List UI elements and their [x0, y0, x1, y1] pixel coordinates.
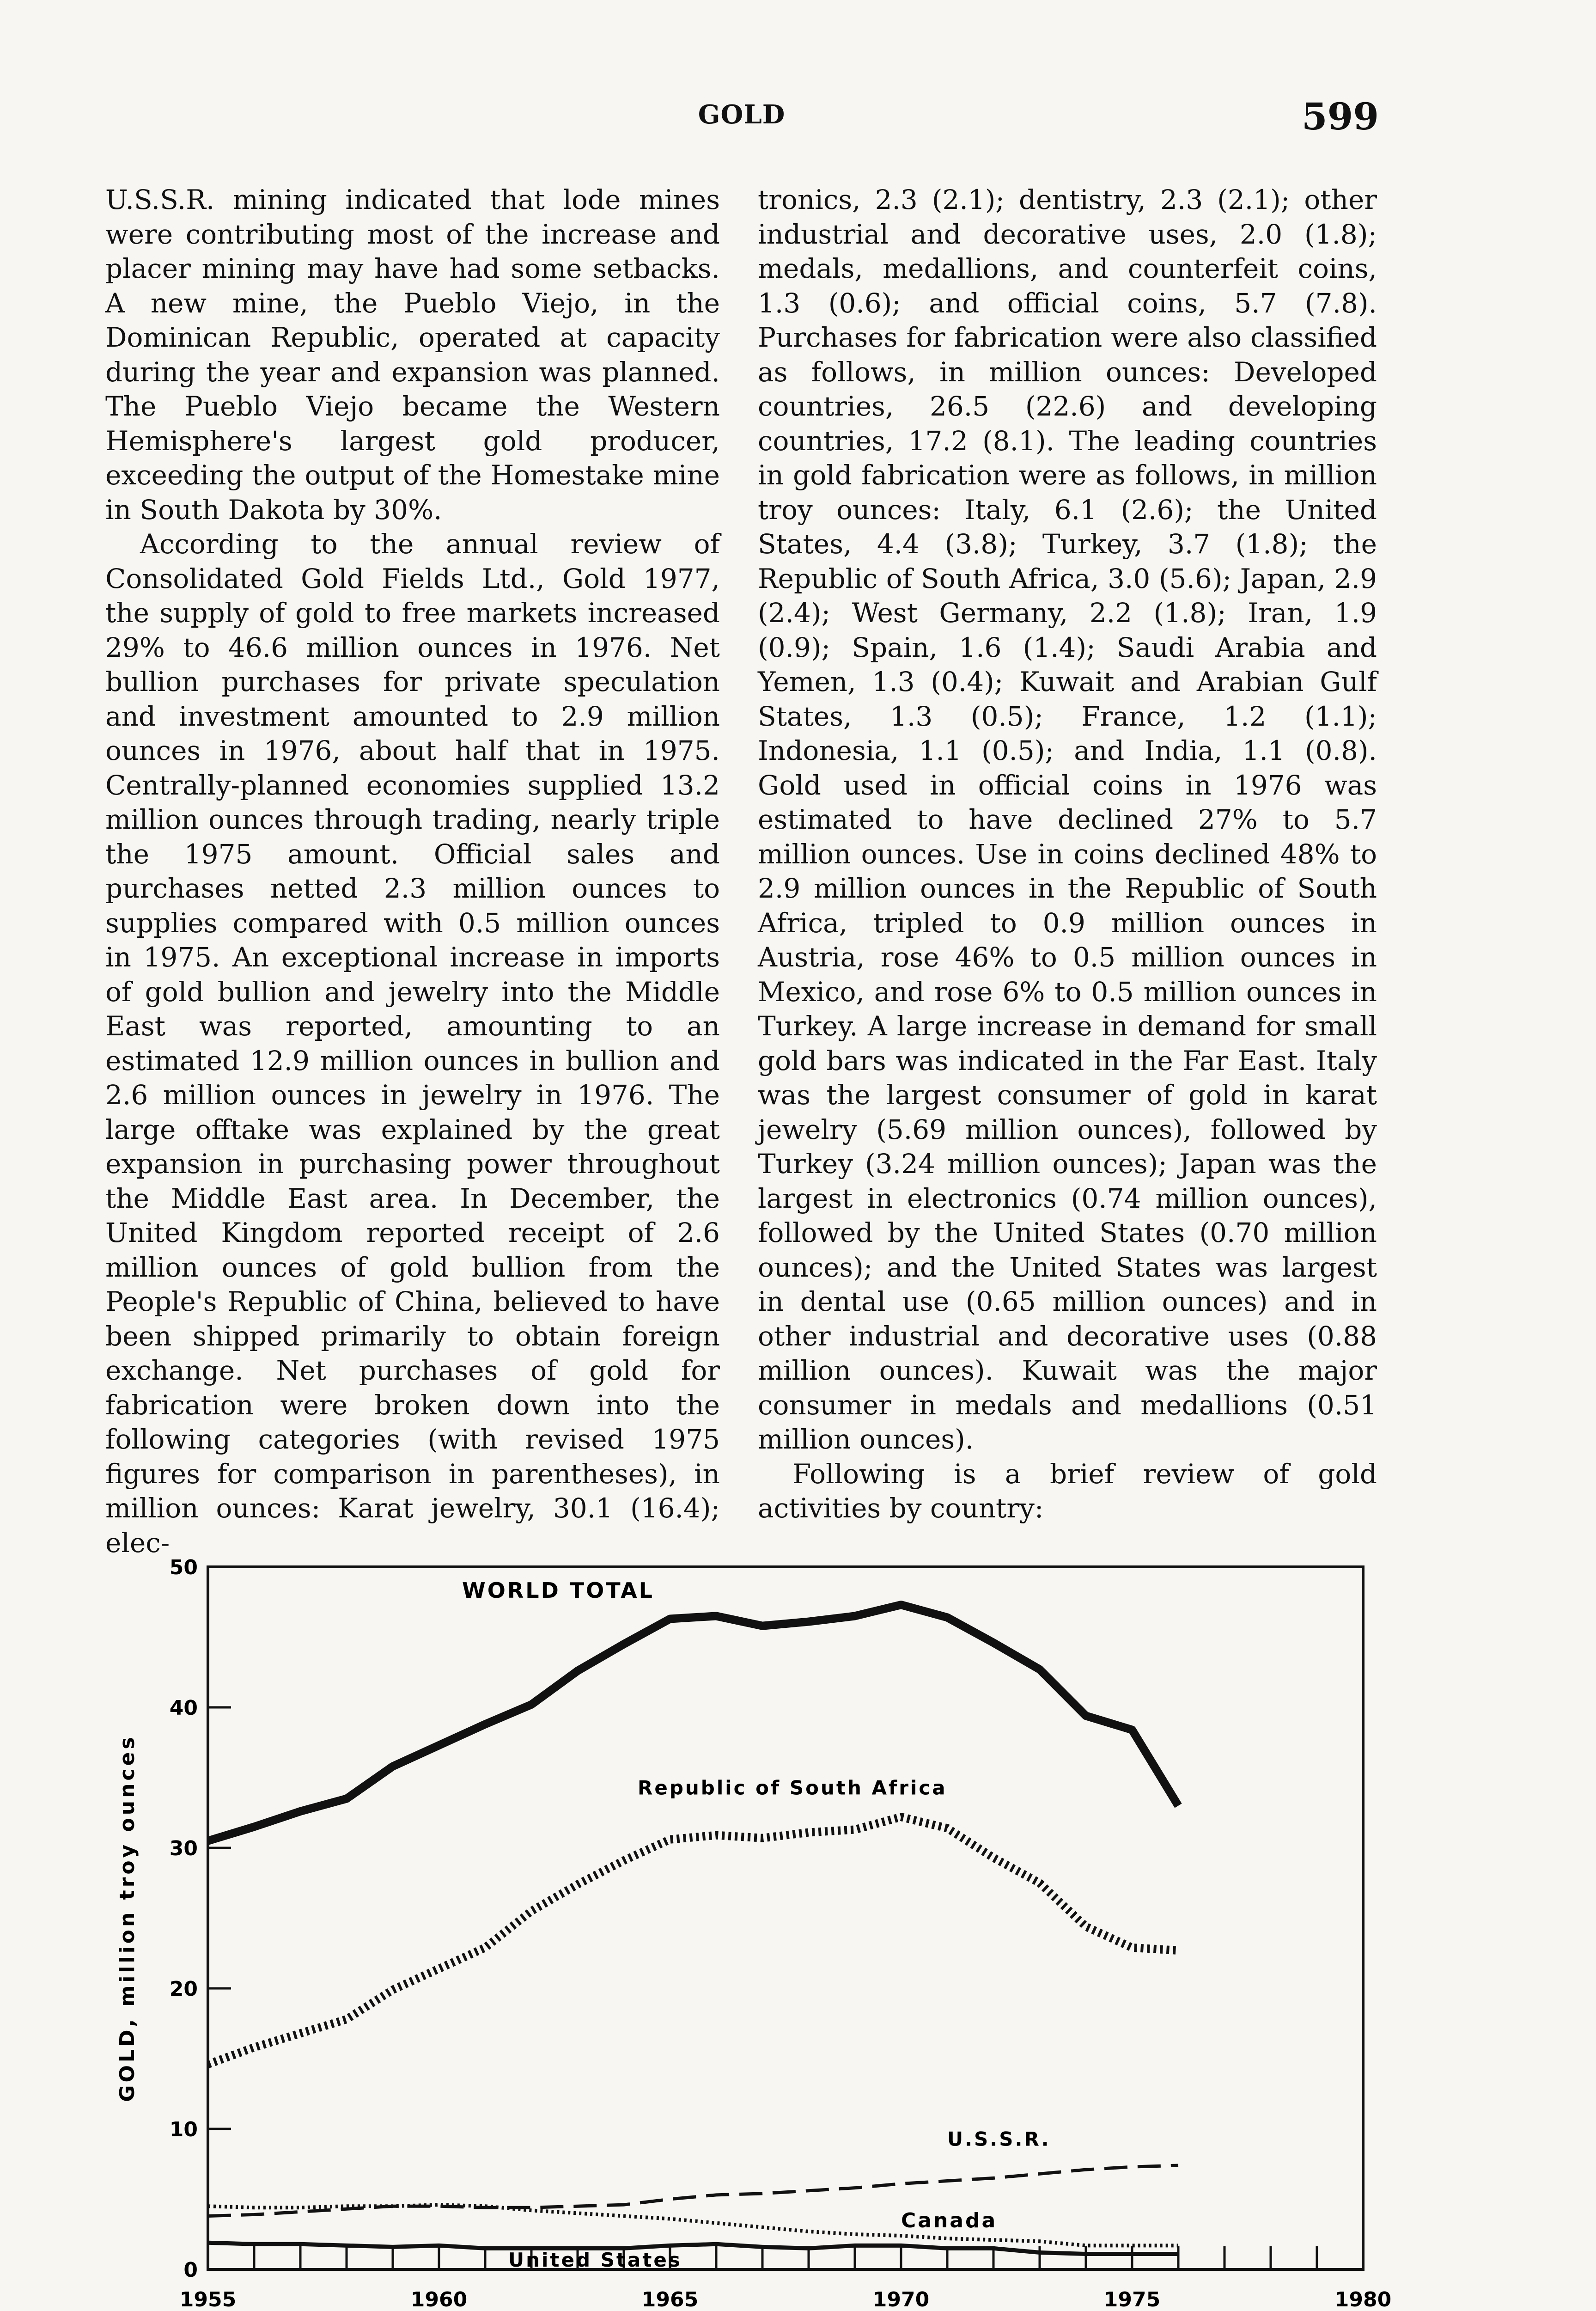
- running-head: GOLD: [698, 99, 786, 130]
- series-label: United States: [508, 2248, 682, 2271]
- right-column: [758, 183, 1377, 1526]
- series-label: Canada: [901, 2208, 998, 2232]
- y-tick-label: 30: [169, 1837, 198, 1860]
- paragraph: tronics, 2.3 (2.1); dentistry, 2.3 (2.1); other industrial and decorative uses, 2.0 (1.8); medals, medallions, and counterfeit coins, 1.3 (0.6); and official coins, 5.7 (7.8). Purchases for fabrication were also classified as follows, in million ounces: Developed countries, 26.5 (22.6) and developing countries, 17.2 (8.1). The leading countries in gold fabrication were as follows, in million troy ounces: Italy, 6.1 (2.6); the United States, 4.4 (3.8); Turkey, 3.7 (1.8); the Republic of South Africa, 3.0 (5.6); Japan, 2.9 (2.4); West Germany, 2.2 (1.8); Iran, 1.9 (0.9); Spain, 1.6 (1.4); Saudi Arabia and Yemen, 1.3 (0.4); Kuwait and Arabian Gulf States, 1.3 (0.5); France, 1.2 (1.1); Indonesia, 1.1 (0.5); and India, 1.1 (0.8). Gold used in official coins in 1976 was estimated to have declined 27% to 5.7 million ounces. Use in coins declined 48% to 2.9 million ounces in the Republic of South Africa, tripled to 0.9 million ounces in Austria, rose 46% to 0.5 million ounces in Mexico, and rose 6% to 0.5 million ounces in Turkey. A large increase in demand for small gold bars was indicated in the Far East. Italy was the largest consumer of gold in karat jewelry (5.69 million ounces), followed by Turkey (3.24 million ounces); Japan was the largest in electronics (0.74 million ounces), followed by the United States (0.70 million ounces); and the United States was largest in dental use (0.65 million ounces) and in other industrial and decorative uses (0.88 million ounces). Kuwait was the major consumer in medals and medallions (0.51 million ounces).: [758, 184, 1377, 1455]
- x-tick-label: 1975: [1103, 2288, 1161, 2311]
- x-tick-label: 1980: [1334, 2288, 1392, 2311]
- series-line-u-s-s-r-: [208, 2165, 1178, 2216]
- x-tick-label: 1965: [641, 2288, 699, 2311]
- chart-canvas: [69, 1548, 1525, 2311]
- y-tick-label: 10: [169, 2118, 198, 2141]
- gold-production-chart: [69, 1548, 1525, 2311]
- x-tick-label: 1970: [872, 2288, 930, 2311]
- paragraph: Following is a brief review of gold activities by country:: [758, 1458, 1377, 1524]
- y-tick-label: 40: [169, 1696, 198, 1720]
- series-line-united-states: [208, 2243, 1178, 2254]
- y-tick-label: 50: [169, 1556, 198, 1579]
- paragraph: According to the annual review of Consolidated Gold Fields Ltd., Gold 1977, the supply of gold to free markets increased 29% to 46.6 million ounces in 1976. Net bullion purchases for private speculation and investment amounted to 2.9 million ounces in 1976, about half that in 1975. Centrally-planned economies supplied 13.2 million ounces through trading, nearly triple the 1975 amount. Official sales and purchases netted 2.3 million ounces to supplies compared with 0.5 million ounces in 1975. An exceptional increase in imports of gold bullion and jewelry into the Middle East was reported, amounting to an estimated 12.9 million ounces in bullion and 2.6 million ounces in jewelry in 1976. The large offtake was explained by the great expansion in purchasing power throughout the Middle East area. In December, the United Kingdom reported receipt of 2.6 million ounces of gold bullion from the People's Republic of China, believed to have been shipped primarily to obtain foreign exchange. Net purchases of gold for fabrication were broken down into the following categories (with revised 1975 figures for comparison in parentheses), in million ounces: Karat jewelry, 30.1 (16.4); elec-: [105, 528, 720, 1559]
- left-column: [105, 183, 720, 1560]
- series-line-canada: [208, 2205, 1178, 2245]
- series-line-republic-of-south-africa: [208, 1817, 1178, 2064]
- series-label: Republic of South Africa: [638, 1776, 947, 1799]
- y-tick-label: 20: [169, 1977, 198, 2001]
- series-label: WORLD TOTAL: [462, 1577, 654, 1603]
- paragraph: U.S.S.R. mining indicated that lode mines were contributing most of the increase and placer mining may have had some setbacks. A new mine, the Pueblo Viejo, in the Dominican Republic, operated at capacity during the year and expansion was planned. The Pueblo Viejo became the Western Hemisphere's largest gold producer, exceeding the output of the Homestake mine in South Dakota by 30%.: [105, 184, 720, 526]
- series-line-world-total: [208, 1605, 1178, 1841]
- series-label: U.S.S.R.: [947, 2128, 1051, 2151]
- y-axis-label: GOLD, million troy ounces: [116, 1734, 139, 2102]
- x-tick-label: 1955: [179, 2288, 237, 2311]
- x-tick-label: 1960: [410, 2288, 468, 2311]
- page-number: 599: [1302, 95, 1379, 138]
- plot-frame: [208, 1567, 1363, 2269]
- y-tick-label: 0: [183, 2258, 198, 2282]
